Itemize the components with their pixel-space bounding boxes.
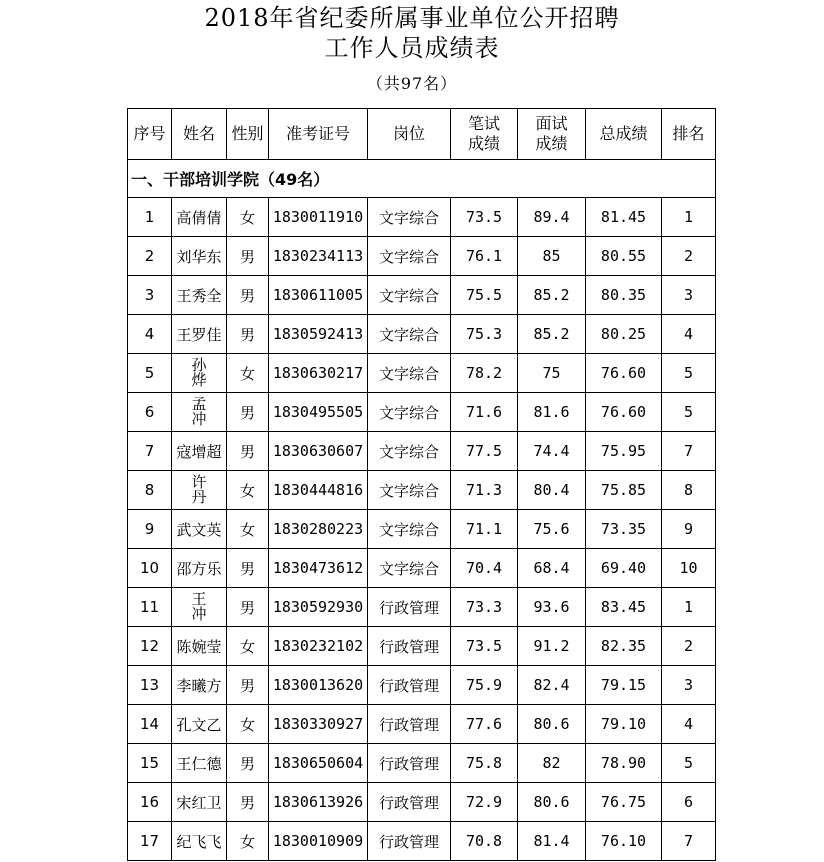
cell-exam-id: 1830592930 — [269, 588, 368, 627]
cell-written-score: 73.5 — [451, 627, 518, 666]
cell-position: 行政管理 — [368, 783, 451, 822]
cell-interview-score: 74.4 — [518, 432, 586, 471]
cell-name — [172, 354, 227, 393]
cell-position: 文字综合 — [368, 237, 451, 276]
cell-exam-id: 1830280223 — [269, 510, 368, 549]
cell-interview-score: 93.6 — [518, 588, 586, 627]
cell-exam-id: 1830232102 — [269, 627, 368, 666]
cell-name: 宋红卫 — [172, 783, 227, 822]
cell-position: 文字综合 — [368, 198, 451, 237]
cell-written-score: 75.5 — [451, 276, 518, 315]
cell-gender: 女 — [227, 354, 269, 393]
header-rank: 排名 — [662, 109, 716, 160]
cell-seq: 16 — [128, 783, 172, 822]
cell-name: 刘华东 — [172, 237, 227, 276]
table-row — [128, 237, 716, 276]
section-row — [128, 160, 716, 198]
header-seq: 序号 — [128, 109, 172, 160]
table-row — [128, 432, 716, 471]
cell-rank: 1 — [662, 588, 716, 627]
cell-name: 王罗佳 — [172, 315, 227, 354]
cell-rank: 8 — [662, 471, 716, 510]
table-row — [128, 666, 716, 705]
cell-interview-score: 81.4 — [518, 822, 586, 861]
cell-seq: 4 — [128, 315, 172, 354]
cell-total-score: 69.40 — [586, 549, 662, 588]
cell-interview-score: 80.4 — [518, 471, 586, 510]
cell-rank: 5 — [662, 393, 716, 432]
cell-position: 文字综合 — [368, 471, 451, 510]
cell-rank: 9 — [662, 510, 716, 549]
header-written-score — [451, 109, 518, 160]
cell-position: 行政管理 — [368, 822, 451, 861]
cell-total-score: 78.90 — [586, 744, 662, 783]
cell-exam-id: 1830234113 — [269, 237, 368, 276]
cell-exam-id: 1830611005 — [269, 276, 368, 315]
cell-rank: 3 — [662, 276, 716, 315]
cell-gender: 女 — [227, 822, 269, 861]
cell-position: 文字综合 — [368, 432, 451, 471]
header-exam-id: 准考证号 — [269, 109, 368, 160]
table-row — [128, 549, 716, 588]
cell-gender: 男 — [227, 276, 269, 315]
cell-gender: 女 — [227, 198, 269, 237]
table-row — [128, 822, 716, 861]
cell-rank: 10 — [662, 549, 716, 588]
cell-total-score: 76.75 — [586, 783, 662, 822]
cell-name-char-2: 丹 — [191, 488, 207, 506]
cell-name: 高倩倩 — [172, 198, 227, 237]
cell-written-score: 71.1 — [451, 510, 518, 549]
cell-name: 孔文乙 — [172, 705, 227, 744]
table-row — [128, 705, 716, 744]
cell-position: 文字综合 — [368, 354, 451, 393]
cell-gender: 男 — [227, 783, 269, 822]
cell-rank: 1 — [662, 198, 716, 237]
cell-total-score: 79.15 — [586, 666, 662, 705]
cell-written-score: 75.3 — [451, 315, 518, 354]
table-row — [128, 627, 716, 666]
cell-position: 文字综合 — [368, 315, 451, 354]
cell-gender: 女 — [227, 471, 269, 510]
header-position: 岗位 — [368, 109, 451, 160]
cell-name-char-1: 王 — [191, 590, 207, 608]
cell-interview-score: 91.2 — [518, 627, 586, 666]
cell-rank: 2 — [662, 237, 716, 276]
cell-written-score: 70.8 — [451, 822, 518, 861]
cell-written-score: 72.9 — [451, 783, 518, 822]
cell-seq: 8 — [128, 471, 172, 510]
cell-position: 行政管理 — [368, 705, 451, 744]
cell-interview-score: 80.6 — [518, 705, 586, 744]
header-gender: 性别 — [227, 109, 269, 160]
cell-gender: 男 — [227, 666, 269, 705]
cell-interview-score: 75 — [518, 354, 586, 393]
cell-interview-score: 68.4 — [518, 549, 586, 588]
cell-total-score: 76.10 — [586, 822, 662, 861]
header-total-score: 总成绩 — [586, 109, 662, 160]
cell-total-score: 76.60 — [586, 393, 662, 432]
header-interview-line-1: 面试 — [535, 114, 568, 133]
header-interview-score — [518, 109, 586, 160]
cell-name: 邵方乐 — [172, 549, 227, 588]
cell-gender: 男 — [227, 315, 269, 354]
cell-name — [172, 588, 227, 627]
cell-exam-id: 1830013620 — [269, 666, 368, 705]
cell-exam-id: 1830011910 — [269, 198, 368, 237]
cell-written-score: 76.1 — [451, 237, 518, 276]
cell-written-score: 75.8 — [451, 744, 518, 783]
table-row — [128, 198, 716, 237]
cell-exam-id: 1830592413 — [269, 315, 368, 354]
cell-rank: 5 — [662, 354, 716, 393]
cell-total-score: 73.35 — [586, 510, 662, 549]
cell-written-score: 77.6 — [451, 705, 518, 744]
table-row — [128, 393, 716, 432]
cell-total-score: 80.35 — [586, 276, 662, 315]
cell-total-score: 80.55 — [586, 237, 662, 276]
cell-seq: 15 — [128, 744, 172, 783]
cell-seq: 7 — [128, 432, 172, 471]
table-row — [128, 276, 716, 315]
cell-total-score: 76.60 — [586, 354, 662, 393]
cell-exam-id: 1830630217 — [269, 354, 368, 393]
cell-rank: 7 — [662, 432, 716, 471]
cell-written-score: 73.3 — [451, 588, 518, 627]
cell-seq: 17 — [128, 822, 172, 861]
cell-written-score: 77.5 — [451, 432, 518, 471]
cell-exam-id: 1830444816 — [269, 471, 368, 510]
cell-gender: 男 — [227, 744, 269, 783]
header-written-line-1: 笔试 — [467, 114, 500, 133]
cell-name: 寇增超 — [172, 432, 227, 471]
cell-position: 文字综合 — [368, 393, 451, 432]
table-row — [128, 315, 716, 354]
cell-written-score: 71.3 — [451, 471, 518, 510]
cell-position: 行政管理 — [368, 666, 451, 705]
cell-position: 文字综合 — [368, 549, 451, 588]
cell-rank: 7 — [662, 822, 716, 861]
cell-name — [172, 471, 227, 510]
cell-rank: 2 — [662, 627, 716, 666]
cell-interview-score: 85 — [518, 237, 586, 276]
cell-seq: 14 — [128, 705, 172, 744]
cell-position: 行政管理 — [368, 588, 451, 627]
page-subtitle: （共97名） — [366, 74, 458, 93]
cell-gender: 女 — [227, 705, 269, 744]
cell-exam-id: 1830630607 — [269, 432, 368, 471]
cell-name-char-2: 烨 — [191, 371, 207, 389]
cell-gender: 男 — [227, 588, 269, 627]
table-row — [128, 354, 716, 393]
cell-total-score: 81.45 — [586, 198, 662, 237]
results-table — [127, 108, 716, 861]
cell-exam-id: 1830650604 — [269, 744, 368, 783]
cell-interview-score: 82 — [518, 744, 586, 783]
cell-rank: 3 — [662, 666, 716, 705]
cell-position: 文字综合 — [368, 276, 451, 315]
cell-rank: 5 — [662, 744, 716, 783]
cell-name-char-2: 冲 — [191, 605, 207, 623]
cell-name-char-1: 孙 — [191, 356, 207, 374]
cell-total-score: 82.35 — [586, 627, 662, 666]
cell-name-char-1: 许 — [191, 473, 207, 491]
table-row — [128, 744, 716, 783]
table-row — [128, 783, 716, 822]
cell-exam-id: 1830613926 — [269, 783, 368, 822]
section-title: 一、干部培训学院（49名） — [128, 160, 716, 198]
cell-name: 王仁德 — [172, 744, 227, 783]
cell-written-score: 75.9 — [451, 666, 518, 705]
cell-name: 王秀全 — [172, 276, 227, 315]
header-written-line-2: 成绩 — [467, 134, 500, 153]
cell-interview-score: 85.2 — [518, 315, 586, 354]
cell-seq: 3 — [128, 276, 172, 315]
cell-seq: 13 — [128, 666, 172, 705]
cell-exam-id: 1830010909 — [269, 822, 368, 861]
cell-position: 行政管理 — [368, 744, 451, 783]
cell-interview-score: 80.6 — [518, 783, 586, 822]
cell-position: 行政管理 — [368, 627, 451, 666]
cell-gender: 女 — [227, 627, 269, 666]
cell-interview-score: 89.4 — [518, 198, 586, 237]
cell-name-char-1: 孟 — [191, 395, 207, 413]
cell-seq: 2 — [128, 237, 172, 276]
cell-rank: 6 — [662, 783, 716, 822]
cell-interview-score: 85.2 — [518, 276, 586, 315]
cell-exam-id: 1830473612 — [269, 549, 368, 588]
cell-gender: 女 — [227, 510, 269, 549]
cell-interview-score: 82.4 — [518, 666, 586, 705]
cell-seq: 6 — [128, 393, 172, 432]
cell-written-score: 70.4 — [451, 549, 518, 588]
cell-exam-id: 1830495505 — [269, 393, 368, 432]
cell-name — [172, 393, 227, 432]
cell-name: 纪飞飞 — [172, 822, 227, 861]
cell-seq: 1 — [128, 198, 172, 237]
cell-gender: 男 — [227, 549, 269, 588]
cell-rank: 4 — [662, 315, 716, 354]
cell-exam-id: 1830330927 — [269, 705, 368, 744]
cell-gender: 男 — [227, 393, 269, 432]
cell-position: 文字综合 — [368, 510, 451, 549]
cell-written-score: 73.5 — [451, 198, 518, 237]
cell-written-score: 78.2 — [451, 354, 518, 393]
cell-gender: 男 — [227, 237, 269, 276]
cell-written-score: 71.6 — [451, 393, 518, 432]
cell-seq: 11 — [128, 588, 172, 627]
cell-seq: 9 — [128, 510, 172, 549]
cell-total-score: 75.95 — [586, 432, 662, 471]
cell-name: 李曦方 — [172, 666, 227, 705]
cell-total-score: 80.25 — [586, 315, 662, 354]
page-title-line-1: 2018年省纪委所属事业单位公开招聘 — [204, 4, 620, 32]
cell-name: 武文英 — [172, 510, 227, 549]
table-row — [128, 510, 716, 549]
table-header-row — [128, 109, 716, 160]
cell-seq: 12 — [128, 627, 172, 666]
header-name: 姓名 — [172, 109, 227, 160]
cell-seq: 5 — [128, 354, 172, 393]
cell-interview-score: 75.6 — [518, 510, 586, 549]
cell-total-score: 83.45 — [586, 588, 662, 627]
cell-rank: 4 — [662, 705, 716, 744]
cell-name: 陈婉莹 — [172, 627, 227, 666]
cell-total-score: 75.85 — [586, 471, 662, 510]
table-row — [128, 588, 716, 627]
header-interview-line-2: 成绩 — [535, 134, 568, 153]
cell-total-score: 79.10 — [586, 705, 662, 744]
table-row — [128, 471, 716, 510]
cell-name-char-2: 冲 — [191, 410, 207, 428]
cell-seq: 10 — [128, 549, 172, 588]
cell-gender: 男 — [227, 432, 269, 471]
page-title-line-2: 工作人员成绩表 — [324, 34, 500, 62]
cell-interview-score: 81.6 — [518, 393, 586, 432]
